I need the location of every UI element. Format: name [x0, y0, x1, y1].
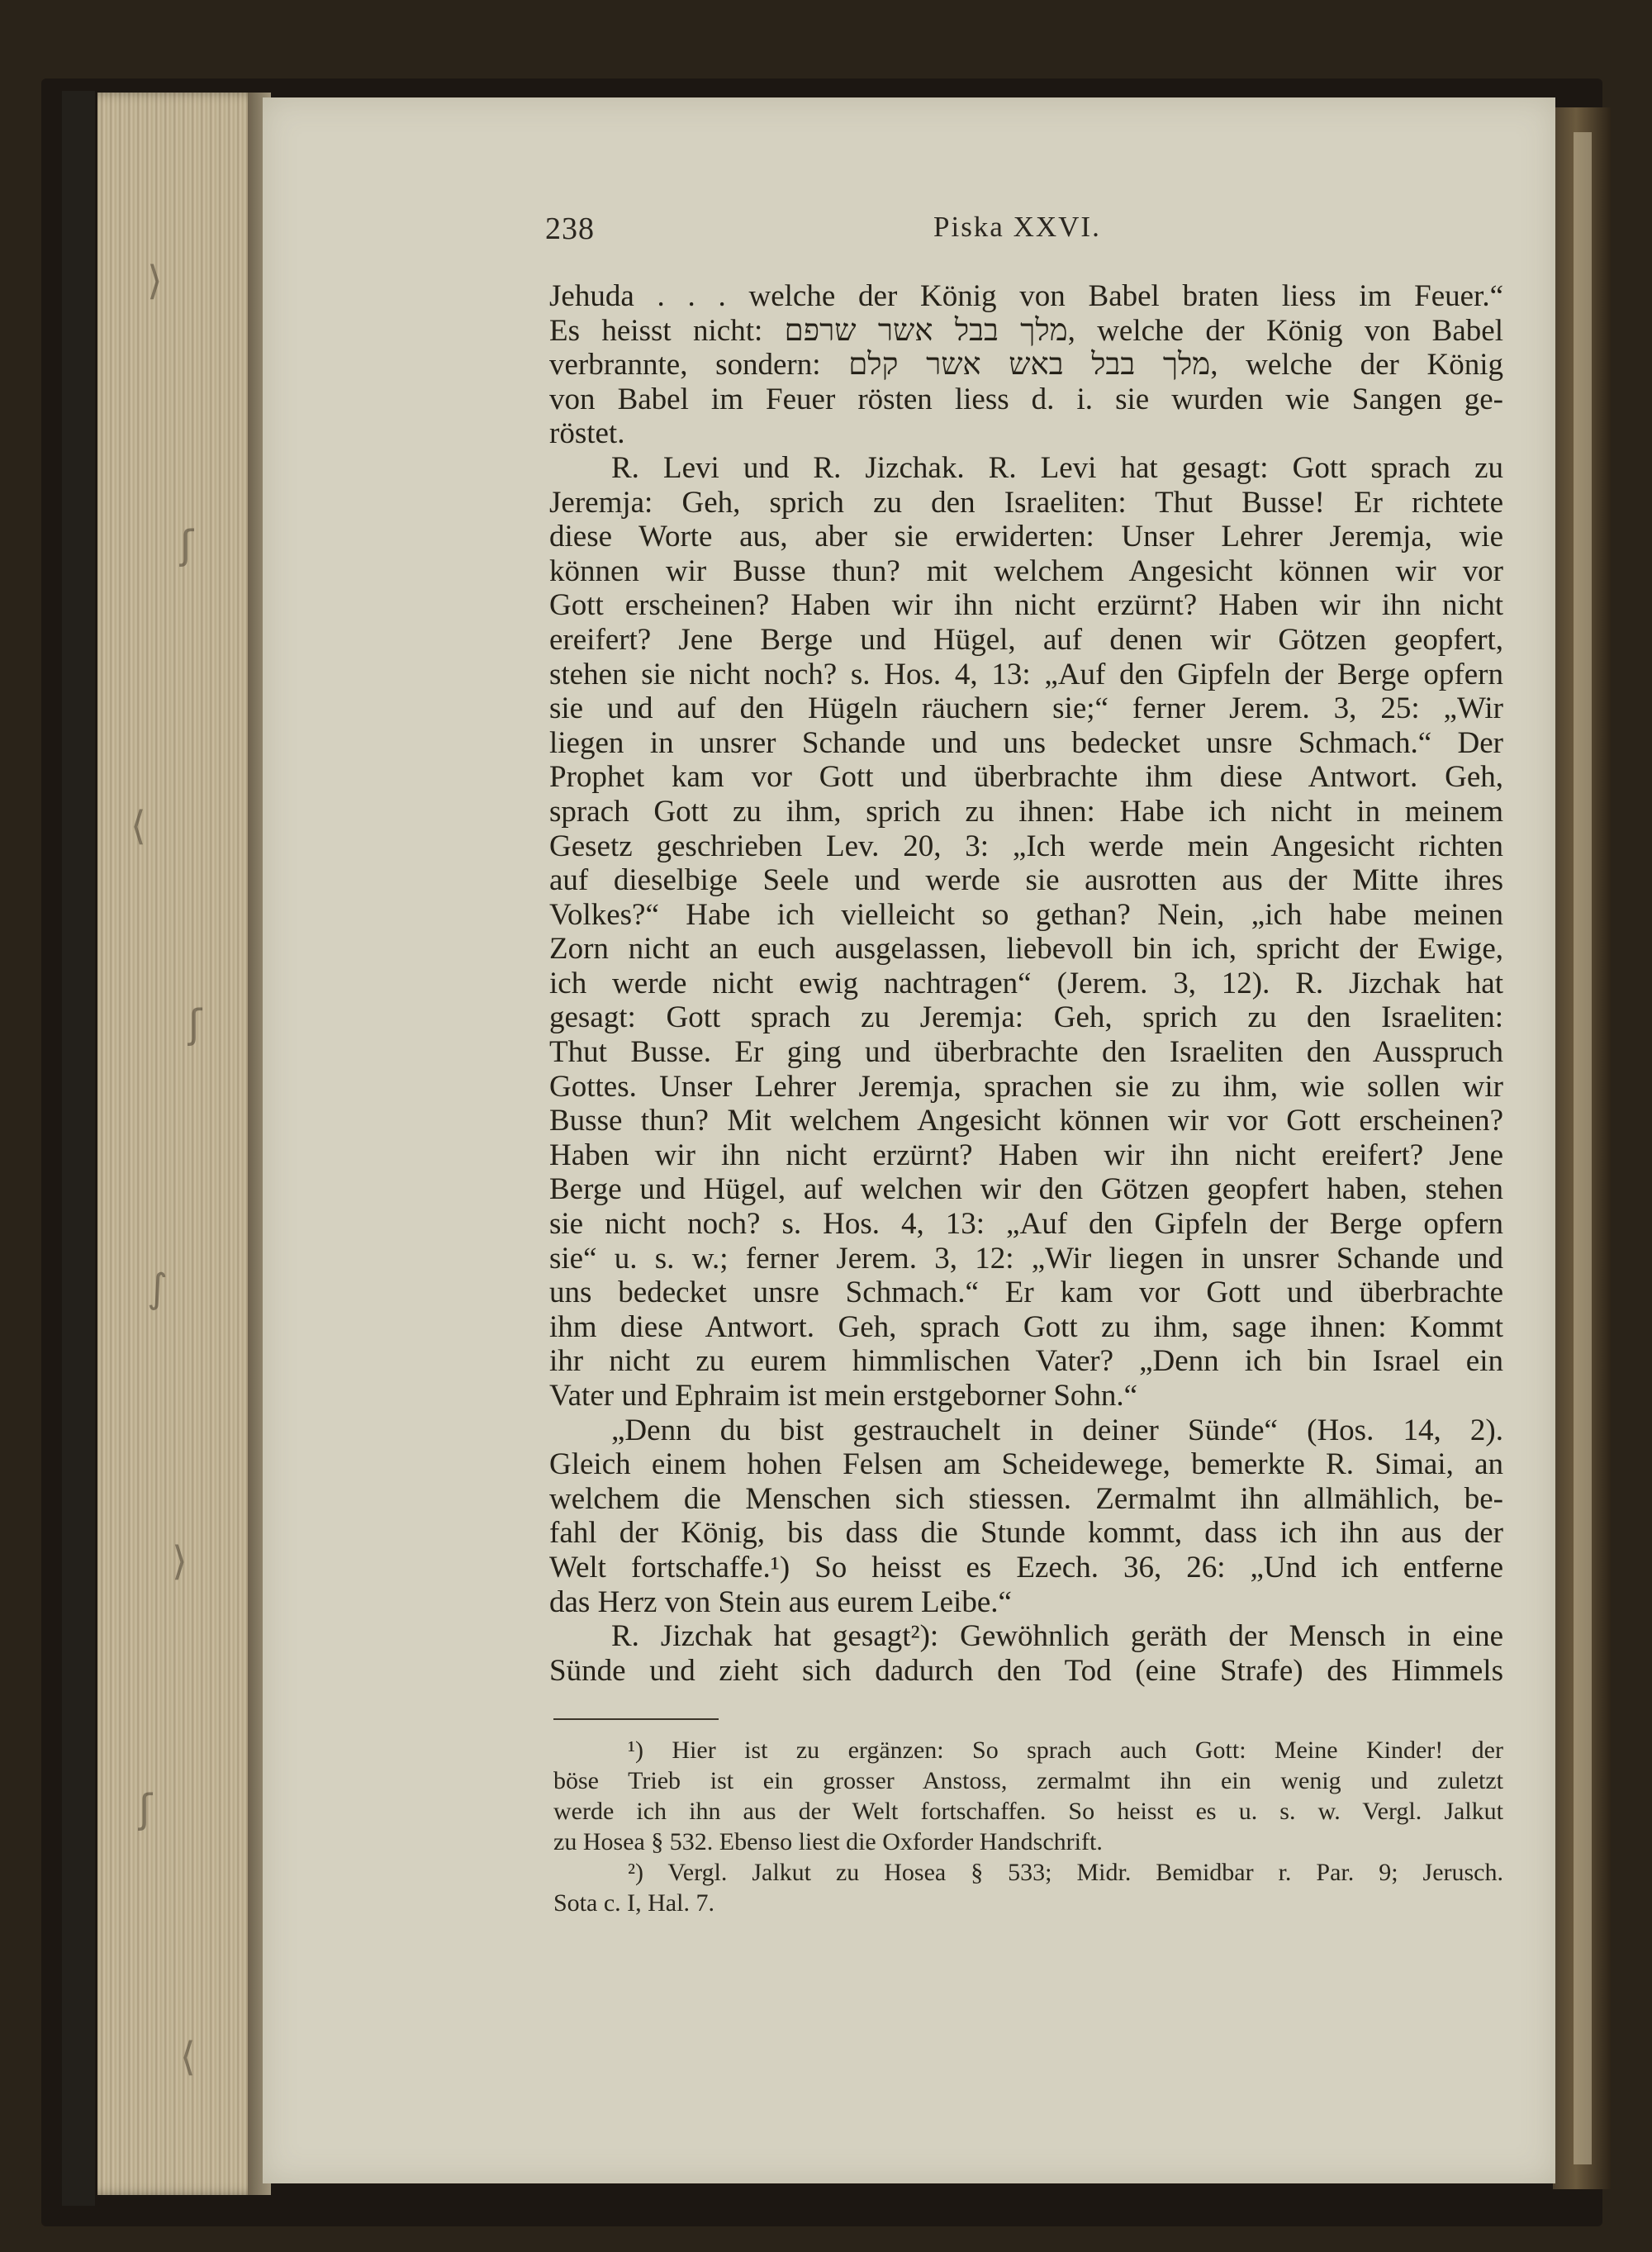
text-line: gesagt: Gott sprach zu Jeremja: Geh, sprich zu den Israeliten:	[549, 1000, 1503, 1035]
footnote-line: ²) Vergl. Jalkut zu Hosea § 533; Midr. Bemidbar r. Par. 9; Jerusch.	[628, 1859, 1503, 1886]
text-line: Jeremja: Geh, sprich zu den Israeliten: Thut Busse! Er richtete	[549, 485, 1503, 520]
text-line: sie und auf den Hügeln räuchern sie;“ ferner Jerem. 3, 25: „Wir	[549, 691, 1503, 726]
text-line: verbrannte, sondern: מלך בבל באש אשר קלם, welche der König	[549, 348, 1504, 382]
text-line: sie“ u. s. w.; ferner Jerem. 3, 12: „Wir liegen in unsrer Schande und	[549, 1241, 1503, 1276]
text-line: „Denn du bist gestrauchelt in deiner Sünde“ (Hos. 14, 2).	[611, 1413, 1503, 1447]
text-line: Prophet kam vor Gott und überbrachte ihm diese Antwort. Geh,	[549, 760, 1503, 795]
text-line: sprach Gott zu ihm, sprich zu ihnen: Habe ich nicht in meinem	[549, 794, 1503, 829]
text-line: von Babel im Feuer rösten liess d. i. sie wurden wie Sangen ge-	[549, 382, 1503, 416]
footnotes	[553, 1735, 1503, 1918]
text-line: auf dieselbige Seele und werde sie ausrotten aus der Mitte ihres	[549, 863, 1503, 898]
text-line: Zorn nicht an euch ausgelassen, liebevoll bin ich, spricht der Ewige,	[549, 932, 1503, 967]
page-edges: ⟩ ʃ ⟨ ʃ ∫ ⟩ ʃ ⟨	[97, 93, 263, 2195]
text-line: Busse thun? Mit welchem Angesicht können wir vor Gott erscheinen?	[549, 1104, 1503, 1138]
footnote-line: werde ich ihn aus der Welt fortschaffen. So heisst es u. s. w. Vergl. Jalkut	[553, 1798, 1503, 1825]
footnote-line: zu Hosea § 532. Ebenso liest die Oxforder Handschrift.	[553, 1828, 1103, 1855]
footnote-line: böse Trieb ist ein grosser Anstoss, zermalmt ihn ein wenig und zuletzt	[553, 1767, 1503, 1794]
text-line: Vater und Ephraim ist mein erstgeborner Sohn.“	[549, 1379, 1138, 1413]
text-line: röstet.	[549, 416, 625, 451]
text-line: ihm diese Antwort. Geh, sprach Gott zu ihm, sage ihnen: Kommt	[549, 1309, 1503, 1344]
footnote-rule	[553, 1718, 719, 1720]
text-line: stehen sie nicht noch? s. Hos. 4, 13: „Auf den Gipfeln der Berge opfern	[549, 657, 1503, 691]
footnote-line: ¹) Hier ist zu ergänzen: So sprach auch Gott: Meine Kinder! der	[628, 1737, 1503, 1764]
text-line: R. Jizchak hat gesagt²): Gewöhnlich geräth der Mensch in eine	[611, 1619, 1503, 1654]
text-line: Es heisst nicht: מלך בבל אשר שרפם, welche der König von Babel	[549, 313, 1503, 348]
text-line: ich werde nicht ewig nachtragen“ (Jerem. 3, 12). R. Jizchak hat	[549, 966, 1503, 1000]
text-line: können wir Busse thun? mit welchem Angesicht können wir vor	[549, 553, 1503, 588]
text-line: das Herz von Stein aus eurem Leibe.“	[549, 1584, 1012, 1619]
right-page-edge	[1574, 132, 1592, 2164]
text-line: Volkes?“ Habe ich vielleicht so gethan? Nein, „ich habe meinen	[549, 897, 1503, 932]
text-line: liegen in unsrer Schande und uns bedecket unsre Schmach.“ Der	[549, 725, 1503, 760]
text-line: Welt fortschaffe.¹) So heisst es Ezech. 36, 26: „Und ich entferne	[549, 1550, 1503, 1584]
text-line: Gottes. Unser Lehrer Jeremja, sprachen sie zu ihm, wie sollen wir	[549, 1069, 1503, 1104]
text-line: ihr nicht zu eurem himmlischen Vater? „Denn ich bin Israel ein	[549, 1344, 1503, 1379]
text-line: Berge und Hügel, auf welchen wir den Götzen geopfert haben, stehen	[549, 1172, 1503, 1207]
page-number: 238	[545, 211, 595, 246]
text-line: welchem die Menschen sich stiessen. Zermalmt ihn allmählich, be-	[549, 1481, 1503, 1516]
text-line: Gott erscheinen? Haben wir ihn nicht erzürnt? Haben wir ihn nicht	[549, 588, 1503, 623]
text-line: Sünde und zieht sich dadurch den Tod (eine Strafe) des Himmels	[549, 1653, 1503, 1688]
footnote-line: Sota c. I, Hal. 7.	[553, 1889, 714, 1917]
text-line: sie nicht noch? s. Hos. 4, 13: „Auf den Gipfeln der Berge opfern	[549, 1207, 1503, 1242]
page-header	[545, 211, 1520, 260]
body-text	[549, 279, 1503, 1688]
text-line: Gesetz geschrieben Lev. 20, 3: „Ich werde mein Angesicht richten	[549, 829, 1503, 863]
text-line: Haben wir ihn nicht erzürnt? Haben wir ihn nicht ereifert? Jene	[549, 1138, 1503, 1172]
book-spine	[62, 91, 95, 2206]
text-line: Thut Busse. Er ging und überbrachte den Israeliten den Ausspruch	[549, 1035, 1503, 1070]
text-line: diese Worte aus, aber sie erwiderten: Unser Lehrer Jeremja, wie	[549, 520, 1503, 554]
text-line: R. Levi und R. Jizchak. R. Levi hat gesagt: Gott sprach zu	[611, 450, 1503, 485]
text-line: uns bedecket unsre Schmach.“ Er kam vor Gott und überbrachte	[549, 1276, 1503, 1310]
text-line: Jehuda . . . welche der König von Babel braten liess im Feuer.“	[549, 279, 1503, 313]
text-line: fahl der König, bis dass die Stunde kommt, dass ich ihn aus der	[549, 1516, 1503, 1551]
running-head: Piska XXVI.	[933, 211, 1101, 243]
text-line: Gleich einem hohen Felsen am Scheidewege, bemerkte R. Simai, an	[549, 1447, 1503, 1482]
text-line: ereifert? Jene Berge und Hügel, auf denen wir Götzen geopfert,	[549, 622, 1503, 657]
